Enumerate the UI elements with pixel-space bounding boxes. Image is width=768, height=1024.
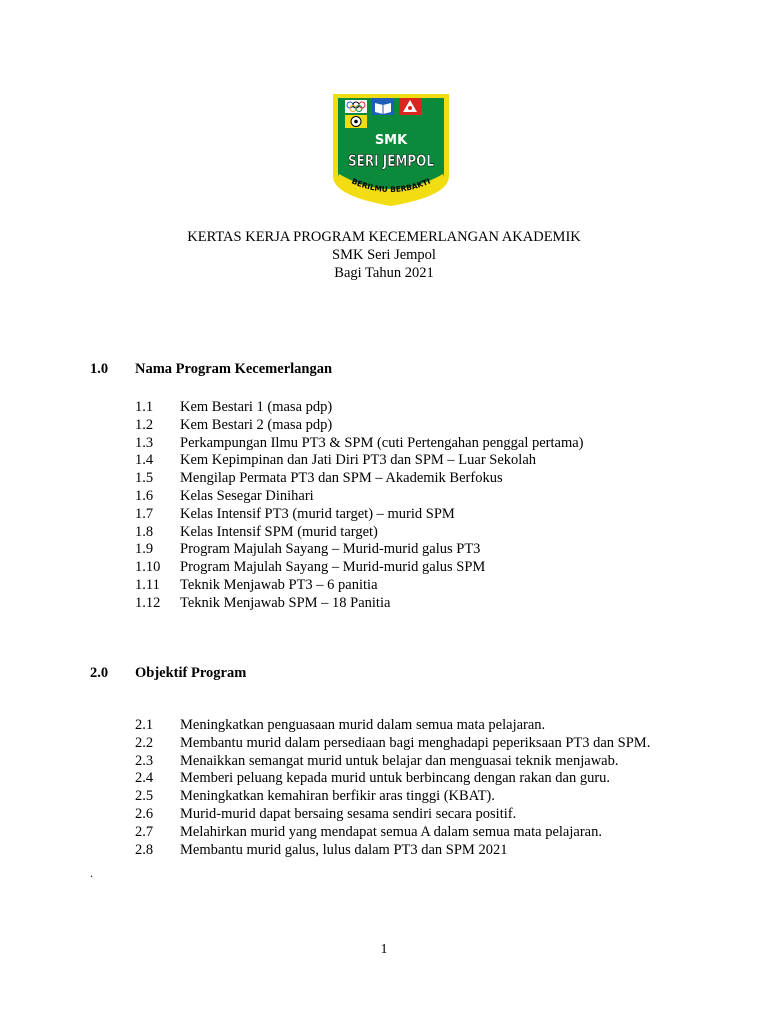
item-text: Perkampungan Ilmu PT3 & SPM (cuti Pertengahan penggal pertama) (180, 434, 584, 451)
item-number: 1.2 (135, 416, 154, 433)
item-number: 1.7 (135, 505, 154, 522)
item-number: 2.2 (135, 734, 154, 751)
item-number: 1.10 (135, 559, 161, 576)
item-number: 2.3 (135, 752, 154, 769)
section-number: 2.0 (90, 665, 109, 681)
list-item (135, 770, 650, 788)
item-number: 2.4 (135, 770, 154, 787)
list-item (135, 399, 584, 417)
item-text: Teknik Menjawab PT3 – 6 panitia (180, 576, 378, 593)
item-number: 1.11 (135, 576, 160, 593)
item-number: 2.1 (135, 717, 154, 733)
list-item (135, 753, 650, 771)
list-item (135, 417, 584, 435)
list-item (135, 541, 584, 559)
item-number: 1.4 (135, 452, 154, 469)
item-text: Menaikkan semangat murid untuk belajar dan menguasai teknik menjawab. (180, 752, 619, 769)
item-number: 2.6 (135, 805, 154, 822)
item-number: 1.1 (135, 399, 154, 415)
list-item (135, 806, 650, 824)
item-number: 1.3 (135, 434, 154, 451)
item-number: 1.8 (135, 523, 154, 540)
item-text: Melahirkan murid yang mendapat semua A dalam semua mata pelajaran. (180, 823, 602, 840)
list-item (135, 559, 584, 577)
item-text: Kem Bestari 1 (masa pdp) (180, 399, 333, 415)
list-item (135, 577, 584, 595)
document-year: Bagi Tahun 2021 (334, 265, 434, 281)
school-name: SMK Seri Jempol (332, 247, 436, 263)
item-text: Program Majulah Sayang – Murid-murid galus SPM (180, 559, 486, 576)
program-list (135, 399, 584, 613)
item-text: Membantu murid galus, lulus dalam PT3 dan SPM 2021 (180, 841, 508, 858)
item-text: Program Majulah Sayang – Murid-murid galus PT3 (180, 541, 481, 558)
section-title: Nama Program Kecemerlangan (135, 361, 333, 377)
item-text: Murid-murid dapat bersaing sesama sendiri secara positif. (180, 805, 517, 822)
item-text: Kem Bestari 2 (masa pdp) (180, 416, 333, 433)
list-item (135, 595, 584, 613)
section-title: Objektif Program (135, 665, 247, 681)
section-number: 1.0 (90, 361, 109, 377)
item-text: Teknik Menjawab SPM – 18 Panitia (180, 594, 391, 611)
list-item (135, 524, 584, 542)
item-text: Memberi peluang kepada murid untuk berbincang dengan rakan dan guru. (180, 770, 611, 787)
item-number: 1.5 (135, 470, 154, 487)
item-number: 2.8 (135, 841, 154, 858)
section-heading-1 (90, 361, 332, 378)
list-item (135, 735, 650, 753)
objective-list (135, 717, 650, 859)
crest-school-name: SERI JEMPOL (348, 151, 434, 170)
crest-motto: BERILMU BERBAKTI (350, 176, 432, 195)
item-text: Kelas Intensif PT3 (murid target) – murid SPM (180, 505, 455, 522)
item-number: 2.5 (135, 788, 154, 805)
school-logo (331, 92, 451, 208)
school-crest-icon (331, 92, 451, 208)
page-number: 1 (380, 942, 388, 957)
item-text: Meningkatkan kemahiran berfikir aras tinggi (KBAT). (180, 788, 495, 805)
list-item (135, 470, 584, 488)
list-item (135, 506, 584, 524)
item-number: 1.9 (135, 541, 154, 558)
item-text: Meningkatkan penguasaan murid dalam semua mata pelajaran. (180, 717, 546, 733)
list-item (135, 717, 650, 735)
item-text: Kelas Intensif SPM (murid target) (180, 523, 378, 540)
item-text: Kelas Sesegar Dinihari (180, 487, 314, 504)
item-text: Membantu murid dalam persediaan bagi menghadapi peperiksaan PT3 dan SPM. (180, 734, 651, 751)
list-item (135, 788, 650, 806)
document-title: KERTAS KERJA PROGRAM KECEMERLANGAN AKADEMIK (187, 229, 581, 245)
item-text: Kem Kepimpinan dan Jati Diri PT3 dan SPM – Luar Sekolah (180, 452, 537, 469)
section-heading-2 (90, 665, 246, 682)
list-item (135, 824, 650, 842)
document-title-block (0, 228, 768, 282)
list-item (135, 435, 584, 453)
stray-mark: . (90, 866, 93, 880)
item-number: 1.6 (135, 487, 154, 504)
list-item (135, 842, 650, 860)
list-item (135, 452, 584, 470)
item-number: 2.7 (135, 823, 154, 840)
item-text: Mengilap Permata PT3 dan SPM – Akademik Berfokus (180, 470, 503, 487)
crest-smk-text: SMK (374, 133, 408, 148)
item-number: 1.12 (135, 594, 161, 611)
list-item (135, 488, 584, 506)
